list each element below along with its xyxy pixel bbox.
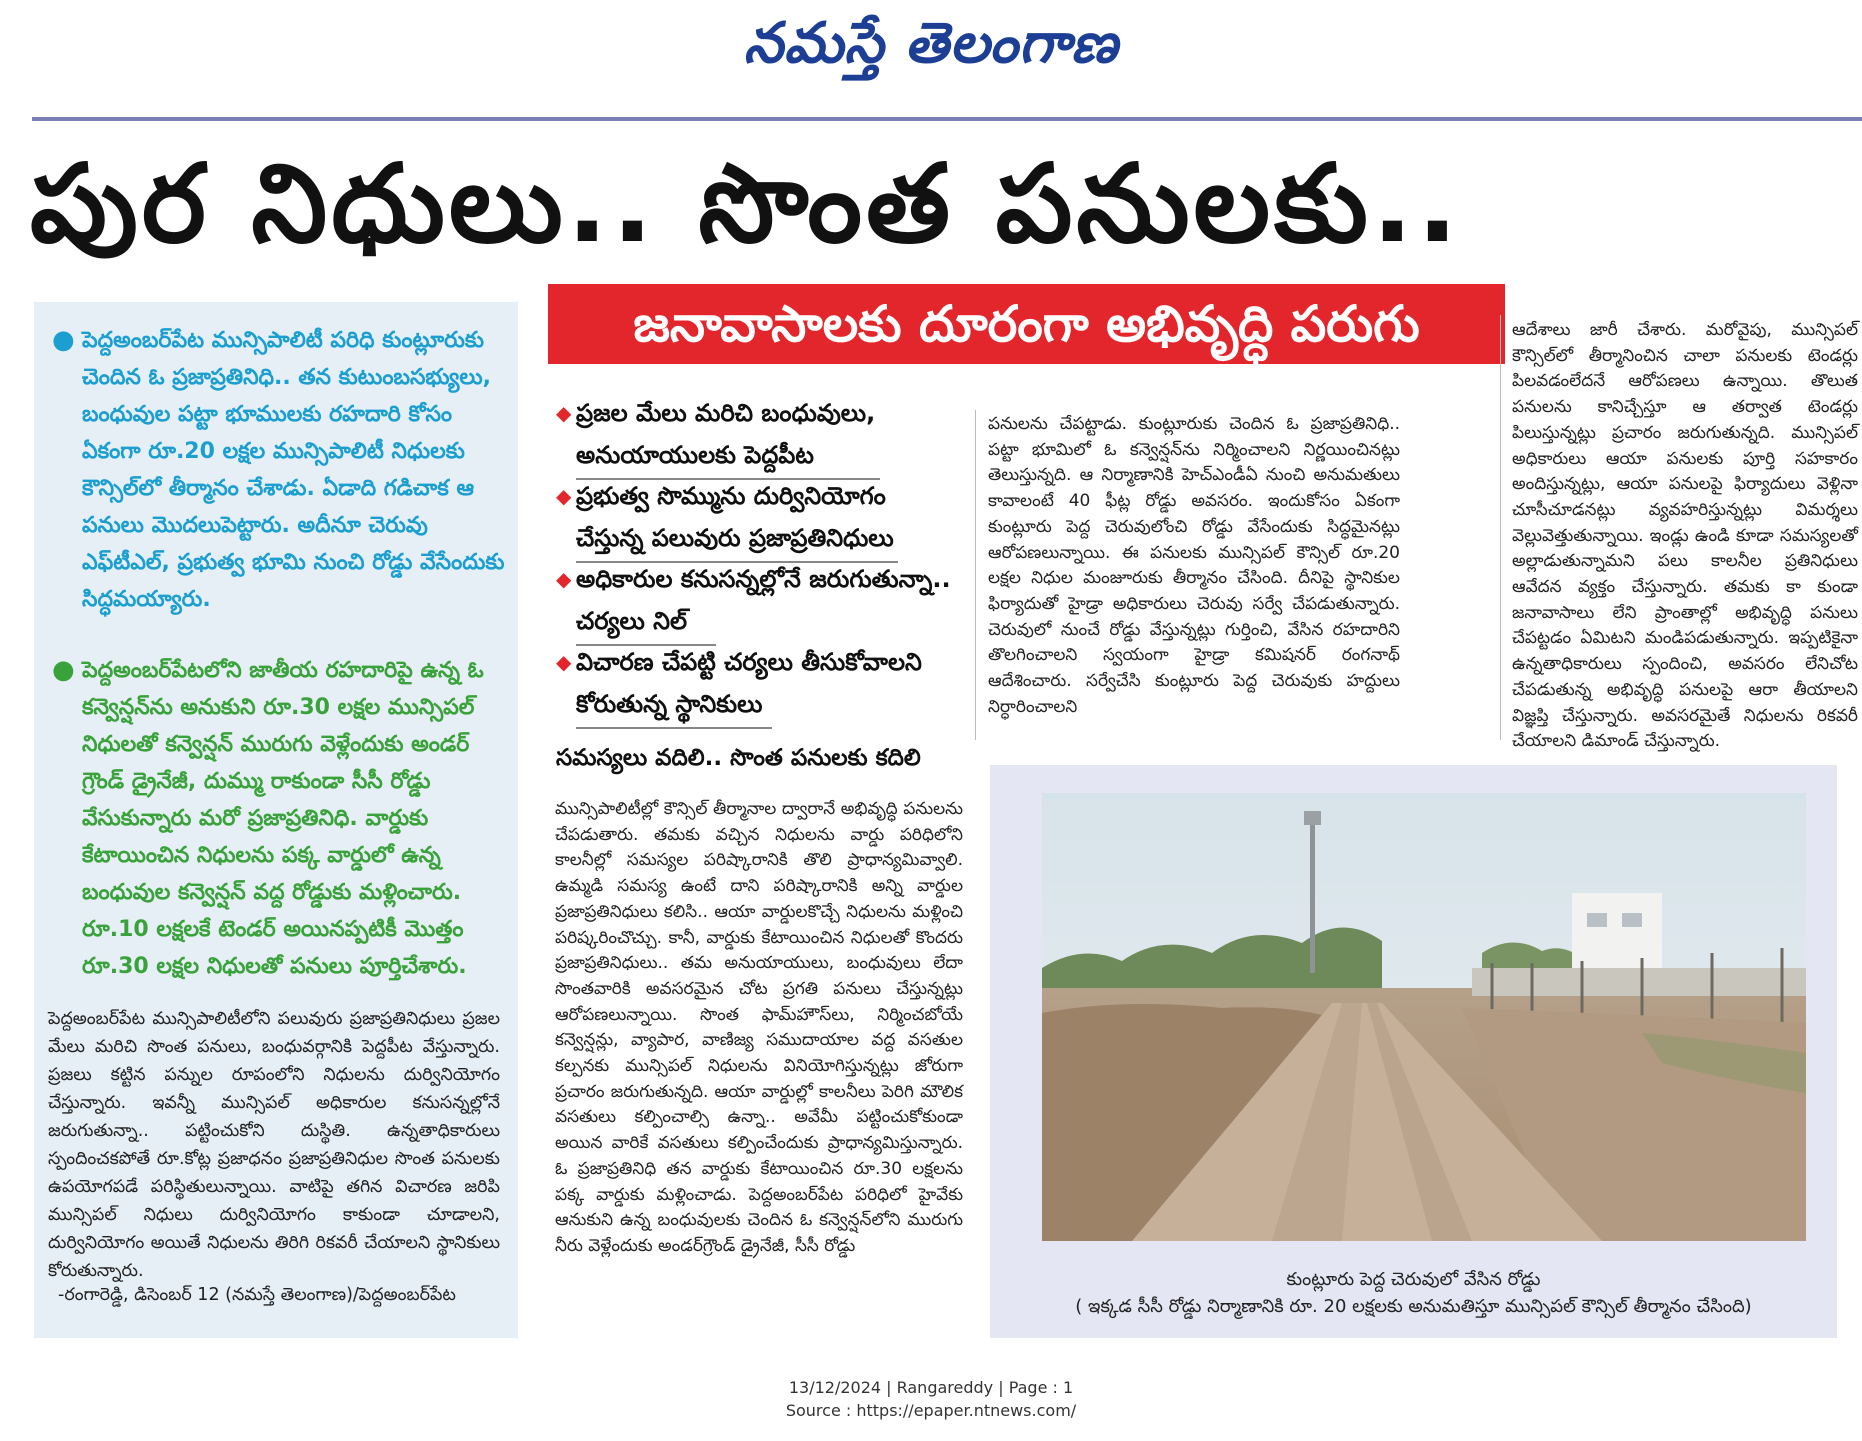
red-bullet-icon: ◆ <box>556 401 572 425</box>
underline <box>576 727 772 729</box>
lead-bullet-1-text: పెద్దఅంబర్‌పేట మున్సిపాలిటీ పరిధి కుంట్లూరుకు చెందిన ఓ ప్రజాప్రతినిధి.. తన కుటుంబసభ్యులు, బంధువుల పట్టా భూములకు రహదారి కోసం ఏకంగా రూ.20 లక్షల మున్సిపాలిటీ నిధులకు కౌన్సిల్‌లో తీర్మానం చేశాడు. ఏడాది గడిచాక ఆ పనులు మొదలుపెట్టారు. అదీనూ చెరువు ఎఫ్‌టీఎల్, ప్రభుత్వ భూమి నుంచి రోడ్డు వేసేందుకు సిద్ధమయ్యారు. <box>82 328 505 612</box>
photo-subcaption: ( ఇక్కడ సీసీ రోడ్డు నిర్మాణానికి రూ. 20 లక్షలకు అనుమతిస్తూ మున్సిపల్ కౌన్సిల్ తీర్మానం చేసింది) <box>1075 1296 1752 1317</box>
dateline: -రంగారెడ్డి, డిసెంబర్ 12 (నమస్తే తెలంగాణ)/పెద్దఅంబర్‌పేట <box>58 1285 456 1305</box>
column-divider <box>975 410 976 740</box>
article-column-2: మున్సిపాలిటీల్లో కౌన్సిల్ తీర్మానాల ద్వారానే అభివృద్ధి పనులను చేపడుతారు. తమకు వచ్చిన నిధులను వార్డు పరిధిలోని కాలనీల్లో సమస్యల పరిష్కారానికి తొలి ప్రాధాన్యమివ్వాలి. ఉమ్మడి సమస్య ఉంటే దాని పరిష్కారానికి అన్ని వార్డుల ప్రజాప్రతినిధులు కలిసి.. ఆయా వార్డులకొచ్చే నిధులను మళ్లించి పరిష్కరించొచ్చు. కానీ, వార్డుకు కేటాయించిన నిధులతో కొందరు ప్రజాప్రతినిధులు.. తమ అనుయాయులు, బంధువులు లేదా సొంతవారికి అవసరమైన చోట ప్రగతి పనులు చేస్తున్నట్లు ఆరోపణలున్నాయి. సొంత ఫామ్‌హౌస్‌లు, నిర్మించబోయే కన్వెన్షన్లు, వ్యాపార, వాణిజ్య సముదాయాల వద్ద వసతుల కల్పనకు మున్సిపల్ నిధులను వినియోగిస్తున్నట్లు జోరుగా ప్రచారం జరుగుతున్నది. ఆయా వార్డుల్లో కాలనీలు పెరిగి మౌలిక వసతులు కల్పించాల్సి ఉన్నా.. అవేమీ పట్టించుకోకుండా అయిన వారికే వసతులు కల్పించేందుకు ప్రాధాన్యమిస్తున్నారు. ఓ ప్రజాప్రతినిధి తన వార్డుకు కేటాయించిన రూ.30 లక్షలను పక్క వార్డుకు మళ్లించాడు. పెద్దఅంబర్‌పేట పరిధిలో హైవేకు ఆనుకుని ఉన్న బంధువులకు చెందిన ఓ కన్వెన్షన్‌లోని మురుగు నీరు వెళ్లేందుకు అండర్‌గ్రౌండ్ డ్రైనేజీ, సీసీ రోడ్డు <box>555 799 963 1256</box>
red-bullet-icon: ◆ <box>556 484 572 508</box>
red-bullet-icon: ◆ <box>556 650 572 674</box>
bullet-dot-icon: ● <box>52 655 75 685</box>
column-divider <box>1500 315 1501 740</box>
photo-caption: కుంట్లూరు పెద్ద చెరువులో వేసిన రోడ్డు <box>1286 1269 1541 1290</box>
highlight-point-1 <box>556 392 956 476</box>
lead-body-text: పెద్దఅంబర్‌పేట మున్సిపాలిటీలోని పలువురు ప్రజాప్రతినిధులు ప్రజల మేలు మరిచి సొంత పనులు, బంధువర్గానికి పెద్దపీట వేస్తున్నారు. ప్రజలు కట్టిన పన్నుల రూపంలోని నిధులను దుర్వినియోగం చేస్తున్నారు. ఇవన్నీ మున్సిపల్ అధికారుల కనుసన్నల్లోనే జరుగుతున్నా.. పట్టించుకోని దుస్థితి. ఉన్నతాధికారులు స్పందించకపోతే రూ.కోట్ల ప్రజాధనం ప్రజాప్రతినిధుల సొంత పనులకు ఉపయోగపడే పరిస్థితులున్నాయి. వాటిపై తగిన విచారణ జరిపి మున్సిపల్ నిధులు దుర్వినియోగం కాకుండా చూడాలని, దుర్వినియోగం అయితే నిధులను తిరిగి రికవరీ చేయాలని స్థానికులు కోరుతున్నారు. <box>48 1009 500 1281</box>
masthead-logo: నమస్తే తెలంగాణ <box>743 10 1119 76</box>
headline: పుర నిధులు.. సొంత పనులకు.. <box>30 142 1462 267</box>
red-bullet-icon: ◆ <box>556 567 572 591</box>
article-column-4: ఆదేశాలు జారీ చేశారు. మరోవైపు, మున్సిపల్ కౌన్సిల్‌లో తీర్మానించిన చాలా పనులకు టెండర్లు పిలవడంలేదనే ఆరోపణలు ఉన్నాయి. తొలుత పనులను కానిచ్చేస్తూ ఆ తర్వాత టెండర్లు పిలుస్తున్నట్లు ప్రచారం జరుగుతున్నది. మున్సిపల్ అధికారులు ఆయా పనులకు పూర్తి సహకారం అందిస్తున్నట్లు, ఆయా పనులపై ఫిర్యాదులు వెళ్లినా చూసీచూడనట్లు వ్యవహరిస్తున్నట్లు విమర్శలు వెల్లువెత్తుతున్నాయి. ఇండ్లు ఉండి కూడా సమస్యలతో అల్లాడుతున్నామని పలు కాలనీల ప్రతినిధులు ఆవేదన వ్యక్తం చేస్తున్నారు. తమకు కా కుండా జనావాసాలు లేని ప్రాంతాల్లో అభివృద్ధి పనులు చేపట్టడం ఏమిటని మండిపడుతున్నారు. ఇప్పటికైనా ఉన్నతాధికారులు స్పందించి, అవసరం లేనిచోట చేపడుతున్న అభివృద్ధి పనులపై ఆరా తీయాలని విజ్ఞప్తి చేస్తున్నారు. అవసరమైతే నిధులను రికవరీ చేయాలని డిమాండ్ చేస్తున్నారు. <box>1512 320 1858 752</box>
subhead-banner: జనావాసాలకు దూరంగా అభివృద్ధి పరుగు <box>548 284 1505 364</box>
article-column-3: పనులను చేపట్టాడు. కుంట్లూరుకు చెందిన ఓ ప్రజాప్రతినిధి.. పట్టా భూమిలో ఓ కన్వెన్షన్‌ను నిర్మించాలని నిర్ణయించినట్లు తెలుస్తున్నది. ఆ నిర్మాణానికి హెచ్‌ఎండీఏ నుంచి అనుమతులు కావాలంటే 40 ఫీట్ల రోడ్డు అవసరం. ఇందుకోసం ఏకంగా కుంట్లూరు పెద్ద చెరువులోంచి రోడ్డు వేసేందుకు సిద్ధమైనట్లు ఆరోపణలున్నాయి. ఈ పనులకు మున్సిపల్ కౌన్సిల్ రూ.20 లక్షల నిధుల మంజూరుకు తీర్మానం చేసింది. దీనిపై స్థానికుల ఫిర్యాదుతో హైడ్రా అధికారులు చెరువు సర్వే చేపడుతున్నారు. చెరువులో నుంచే రోడ్డు వేస్తున్నట్లు గుర్తించి, వేసిన రహదారిని తొలగించాలని స్వయంగా హైడ్రా కమిషనర్ రంగనాథ్ ఆదేశించారు. సర్వేచేసి కుంట్లూరు పెద్ద చెరువుకు హద్దులు నిర్ధారించాలని <box>988 414 1400 717</box>
lead-bullet-1 <box>52 322 514 618</box>
highlight-point-3 <box>556 558 956 642</box>
footer-date-edition: 13/12/2024 | Rangareddy | Page : 1 <box>788 1378 1074 1397</box>
road-photo <box>1042 793 1806 1241</box>
lead-bullet-2-text: పెద్దఅంబర్‌పేటలోని జాతీయ రహదారిపై ఉన్న ఓ కన్వెన్షన్‌ను అనుకుని రూ.30 లక్షల మున్సిపల్ నిధులతో కన్వెన్షన్ మురుగు వెళ్లేందుకు అండర్ గ్రౌండ్ డ్రైనేజీ, దుమ్ము రాకుండా సీసీ రోడ్డు వేసుకున్నారు మరో ప్రజాప్రతినిధి. వార్డుకు కేటాయించిన నిధులను పక్క వార్డులో ఉన్న బంధువుల కన్వెన్షన్ వద్ద రోడ్డుకు మళ్లించారు. రూ.10 లక్షలకే టెండర్ అయినప్పటికీ మొత్తం రూ.30 లక్షల నిధులతో పనులు పూర్తిచేశారు. <box>82 658 484 979</box>
lead-bullet-2 <box>52 652 514 985</box>
highlight-point-2-text: ప్రభుత్వ సొమ్మును దుర్వినియోగం చేస్తున్న పలువురు ప్రజాప్రతినిధులు <box>576 482 894 552</box>
footer-source-link[interactable]: Source : https://epaper.ntnews.com/ <box>785 1401 1077 1420</box>
highlight-point-1-text: ప్రజల మేలు మరిచి బంధువులు, అనుయాయులకు పెద్దపీట <box>576 399 876 469</box>
highlight-point-2 <box>556 475 956 559</box>
highlight-point-3-text: అధికారుల కనుసన్నల్లోనే జరుగుతున్నా.. చర్యలు నిల్ <box>576 565 951 635</box>
column-heading: సమస్యలు వదిలి.. సొంత పనులకు కదిలి <box>556 745 921 771</box>
masthead-rule <box>32 117 1862 121</box>
highlight-point-4 <box>556 641 956 725</box>
highlight-point-4-text: విచారణ చేపట్టి చర్యలు తీసుకోవాలని కోరుతున్న స్థానికులు <box>576 648 922 718</box>
road-photo-image <box>1042 793 1806 1241</box>
bullet-dot-icon: ● <box>52 325 75 355</box>
